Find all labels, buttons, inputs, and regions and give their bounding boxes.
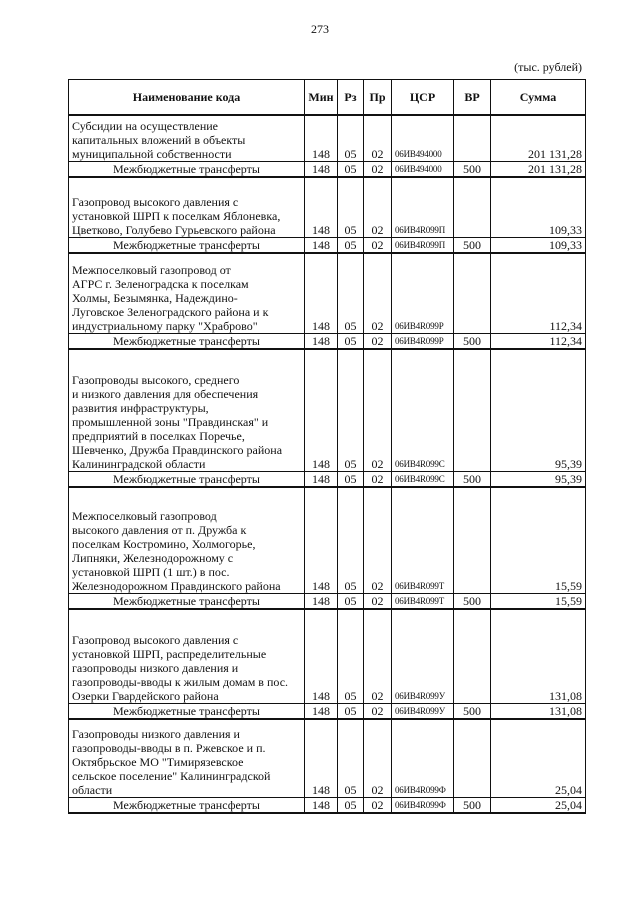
- cell-pr: 02: [364, 797, 392, 813]
- cell-min: 148: [305, 797, 338, 813]
- header-rz: Рз: [338, 80, 364, 116]
- cell-pr: 02: [364, 161, 392, 177]
- cell-pr: 02: [364, 349, 392, 471]
- cell-sum: 109,33: [491, 177, 586, 237]
- table-row-transfer: [69, 471, 586, 487]
- cell-sum: 95,39: [491, 349, 586, 471]
- table-row-item: [69, 719, 586, 797]
- cell-csr: 06ИВ4R099Т: [392, 593, 454, 609]
- cell-pr: 02: [364, 177, 392, 237]
- cell-sum: 131,08: [491, 609, 586, 703]
- cell-sum: 25,04: [491, 797, 586, 813]
- table-row-transfer: [69, 703, 586, 719]
- cell-name: Межбюджетные трансферты: [69, 593, 305, 609]
- cell-name: Межпоселковый газопровод от АГРС г. Зеленоградска к поселкам Холмы, Безымянка, Надеждино- Луговское Зеленоградского района и к индустриальному парку "Храброво": [69, 253, 305, 333]
- cell-pr: 02: [364, 115, 392, 161]
- table-row-transfer: [69, 593, 586, 609]
- cell-vr: [454, 349, 491, 471]
- cell-rz: 05: [338, 719, 364, 797]
- header-name: Наименование кода: [69, 80, 305, 116]
- cell-name: Газопровод высокого давления с установкой ШРП, распределительные газопроводы низкого давления и газопроводы-вводы к жилым домам в пос. Озерки Гвардейского района: [69, 609, 305, 703]
- header-pr: Пр: [364, 80, 392, 116]
- cell-rz: 05: [338, 115, 364, 161]
- cell-vr: [454, 253, 491, 333]
- cell-csr: 06ИВ4R099П: [392, 177, 454, 237]
- cell-sum: 112,34: [491, 333, 586, 349]
- cell-min: 148: [305, 487, 338, 593]
- cell-rz: 05: [338, 703, 364, 719]
- cell-name: Межпоселковый газопровод высокого давления от п. Дружба к поселкам Костромино, Холмогорье, Липняки, Железнодорожному с установкой ШРП (1 шт.) в пос. Железнодорожном Правдинского района: [69, 487, 305, 593]
- cell-pr: 02: [364, 471, 392, 487]
- cell-min: 148: [305, 609, 338, 703]
- cell-name: Межбюджетные трансферты: [69, 471, 305, 487]
- cell-vr: [454, 609, 491, 703]
- cell-sum: 25,04: [491, 719, 586, 797]
- cell-csr: 06ИВ4R099Р: [392, 253, 454, 333]
- cell-sum: 109,33: [491, 237, 586, 253]
- cell-rz: 05: [338, 253, 364, 333]
- cell-csr: 06ИВ494000: [392, 115, 454, 161]
- cell-csr: 06ИВ4R099У: [392, 703, 454, 719]
- cell-min: 148: [305, 161, 338, 177]
- cell-csr: 06ИВ4R099У: [392, 609, 454, 703]
- cell-csr: 06ИВ4R099Р: [392, 333, 454, 349]
- cell-rz: 05: [338, 487, 364, 593]
- cell-sum: 112,34: [491, 253, 586, 333]
- table-row-item: [69, 177, 586, 237]
- cell-name: Газопровод высокого давления с установкой ШРП к поселкам Яблоневка, Цветково, Голубево Гурьевского района: [69, 177, 305, 237]
- cell-vr: [454, 719, 491, 797]
- cell-sum: 15,59: [491, 487, 586, 593]
- cell-pr: 02: [364, 333, 392, 349]
- cell-name: Межбюджетные трансферты: [69, 333, 305, 349]
- header-min: Мин: [305, 80, 338, 116]
- cell-csr: 06ИВ4R099П: [392, 237, 454, 253]
- table-row-item: [69, 609, 586, 703]
- cell-csr: 06ИВ4R099С: [392, 349, 454, 471]
- cell-name: Межбюджетные трансферты: [69, 161, 305, 177]
- cell-csr: 06ИВ4R099Т: [392, 487, 454, 593]
- cell-pr: 02: [364, 487, 392, 593]
- cell-vr: 500: [454, 333, 491, 349]
- cell-rz: 05: [338, 333, 364, 349]
- cell-rz: 05: [338, 593, 364, 609]
- cell-pr: 02: [364, 593, 392, 609]
- cell-vr: [454, 115, 491, 161]
- cell-sum: 201 131,28: [491, 161, 586, 177]
- cell-min: 148: [305, 471, 338, 487]
- cell-sum: 201 131,28: [491, 115, 586, 161]
- header-row: [69, 80, 586, 116]
- cell-vr: 500: [454, 161, 491, 177]
- cell-rz: 05: [338, 237, 364, 253]
- cell-sum: 95,39: [491, 471, 586, 487]
- cell-rz: 05: [338, 349, 364, 471]
- cell-min: 148: [305, 177, 338, 237]
- cell-min: 148: [305, 253, 338, 333]
- cell-pr: 02: [364, 703, 392, 719]
- table-row-transfer: [69, 161, 586, 177]
- cell-pr: 02: [364, 253, 392, 333]
- header-sum: Сумма: [491, 80, 586, 116]
- cell-rz: 05: [338, 177, 364, 237]
- cell-min: 148: [305, 115, 338, 161]
- cell-pr: 02: [364, 719, 392, 797]
- page-number: 273: [311, 22, 329, 36]
- cell-rz: 05: [338, 161, 364, 177]
- table-row-item: [69, 349, 586, 471]
- cell-rz: 05: [338, 471, 364, 487]
- table-row-item: [69, 487, 586, 593]
- header-vr: ВР: [454, 80, 491, 116]
- header-csr: ЦСР: [392, 80, 454, 116]
- cell-name: Межбюджетные трансферты: [69, 797, 305, 813]
- cell-vr: 500: [454, 471, 491, 487]
- cell-min: 148: [305, 237, 338, 253]
- table-row-item: [69, 115, 586, 161]
- budget-table: [68, 79, 586, 814]
- cell-sum: 131,08: [491, 703, 586, 719]
- cell-csr: 06ИВ4R099Ф: [392, 719, 454, 797]
- cell-name: Межбюджетные трансферты: [69, 703, 305, 719]
- cell-sum: 15,59: [491, 593, 586, 609]
- cell-vr: [454, 487, 491, 593]
- cell-csr: 06ИВ4R099С: [392, 471, 454, 487]
- cell-csr: 06ИВ4R099Ф: [392, 797, 454, 813]
- cell-vr: 500: [454, 797, 491, 813]
- cell-pr: 02: [364, 237, 392, 253]
- cell-csr: 06ИВ494000: [392, 161, 454, 177]
- table-row-transfer: [69, 333, 586, 349]
- cell-rz: 05: [338, 609, 364, 703]
- cell-name: Газопроводы высокого, среднего и низкого давления для обеспечения развития инфраструктуры, промышленной зоны "Правдинская" и предприятий в поселках Поречье, Шевченко, Дружба Правдинского района Калининградской области: [69, 349, 305, 471]
- cell-min: 148: [305, 703, 338, 719]
- cell-name: Субсидии на осуществление капитальных вложений в объекты муниципальной собственности: [69, 115, 305, 161]
- cell-vr: 500: [454, 593, 491, 609]
- cell-vr: 500: [454, 703, 491, 719]
- cell-name: Газопроводы низкого давления и газопроводы-вводы в п. Ржевское и п. Октябрьское МО "Тимирязевское сельское поселение" Калининградской области: [69, 719, 305, 797]
- units-label: (тыс. рублей): [514, 60, 582, 74]
- cell-rz: 05: [338, 797, 364, 813]
- table-row-item: [69, 253, 586, 333]
- cell-name: Межбюджетные трансферты: [69, 237, 305, 253]
- table-row-transfer: [69, 797, 586, 813]
- cell-vr: [454, 177, 491, 237]
- cell-pr: 02: [364, 609, 392, 703]
- cell-min: 148: [305, 719, 338, 797]
- cell-min: 148: [305, 593, 338, 609]
- cell-vr: 500: [454, 237, 491, 253]
- cell-min: 148: [305, 333, 338, 349]
- cell-min: 148: [305, 349, 338, 471]
- table-row-transfer: [69, 237, 586, 253]
